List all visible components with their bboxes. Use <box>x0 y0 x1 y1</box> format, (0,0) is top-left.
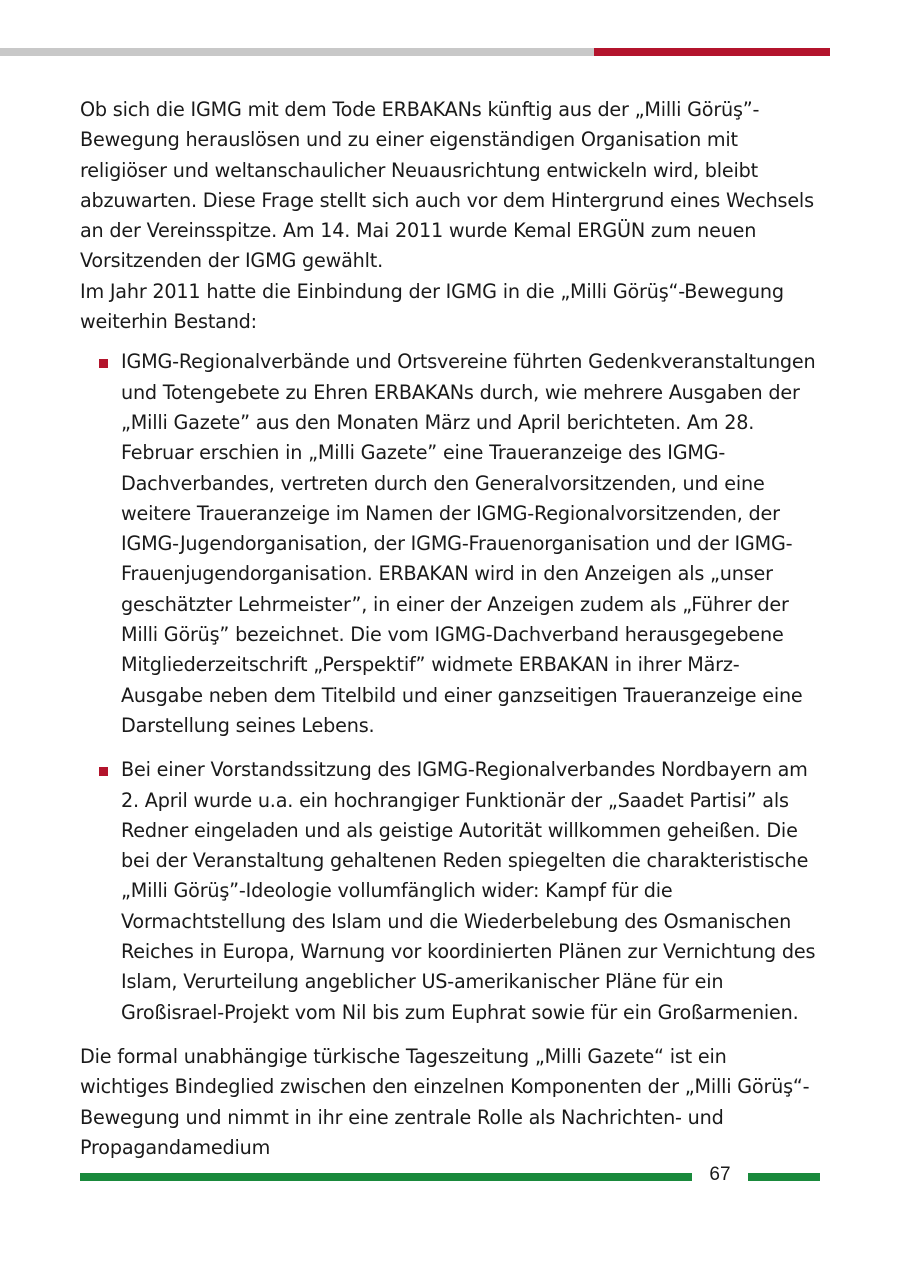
list-item <box>80 347 820 741</box>
footer-rule-right <box>748 1173 820 1181</box>
intro-paragraph: Ob sich die IGMG mit dem Tode ERBAKANs künftig aus der „Milli Görüş”-Bewegung herauslösen und zu einer eigenständigen Organisation mit religiöser und weltanschaulicher Neuausrichtung entwickeln wird, bleibt abzuwarten. Diese Frage stellt sich auch vor dem Hintergrund eines Wechsels an der Vereinsspitze. Am 14. Mai 2011 wurde Kemal ERGÜN zum neuen Vorsitzenden der IGMG gewählt. <box>80 98 814 273</box>
list-item <box>80 755 820 1028</box>
bullet-list <box>80 347 820 1028</box>
square-bullet-icon <box>99 767 108 776</box>
bullet-text: IGMG-Regionalverbände und Ortsvereine führten Gedenkveranstaltungen und Totengebete zu Ehren ERBAKANs durch, wie mehrere Ausgaben der „Milli Gazete” aus den Monaten März und April berichteten. Am 28. Februar erschien in „Milli Gazete” eine Traueranzeige des IGMG-Dachverbandes, vertreten durch den Generalvorsitzenden, und eine weitere Traueranzeige im Namen der IGMG-Regionalvorsitzenden, der IGMG-Jugendorganisation, der IGMG-Frauenorganisation und der IGMG-Frauenjugendorganisation. ERBAKAN wird in den Anzeigen als „unser geschätzter Lehrmeister”, in einer der Anzeigen zudem als „Führer der Milli Görüş” bezeichnet. Die vom IGMG-Dachverband herausgegebene Mitgliederzeitschrift „Perspektif” widmete ERBAKAN in ihrer März-Ausgabe neben dem Titelbild und einer ganzseitigen Traueranzeige eine Darstellung seines Lebens. <box>121 350 816 737</box>
square-bullet-icon <box>99 359 108 368</box>
closing-paragraph: Die formal unabhängige türkische Tageszeitung „Milli Gazete“ ist ein wichtiges Bindeglied zwischen den einzelnen Komponenten der „Milli Görüş“-Bewegung und nimmt in ihr eine zentrale Rolle als Nachrichten- und Propagandamedium <box>80 1044 810 1159</box>
bullet-text: Bei einer Vorstandssitzung des IGMG-Regionalverbandes Nordbayern am 2. April wurde u.a. ein hochrangiger Funktionär der „Saadet Partisi” als Redner eingeladen und als geistige Autorität willkommen geheißen. Die bei der Veranstaltung gehaltenen Reden spiegelten die charakteristische „Milli Görüş”-Ideologie vollumfänglich wider: Kampf für die Vormachtstellung des Islam und die Wiederbelebung des Osmanischen Reiches in Europa, Warnung vor koordinierten Plänen zur Vernichtung des Islam, Verurteilung angeblicher US-amerikanischer Pläne für ein Großisrael-Projekt vom Nil bis zum Euphrat sowie für ein Großarmenien. <box>121 758 816 1024</box>
header-rule-red <box>594 48 830 56</box>
page-number: 67 <box>709 1164 731 1185</box>
header-rule-grey <box>0 48 594 56</box>
page-body <box>80 95 820 1163</box>
lead-in-paragraph: Im Jahr 2011 hatte die Einbindung der IGMG in die „Milli Görüş“-Bewegung weiterhin Bestand: <box>80 279 784 334</box>
footer-rule-left <box>80 1173 692 1181</box>
